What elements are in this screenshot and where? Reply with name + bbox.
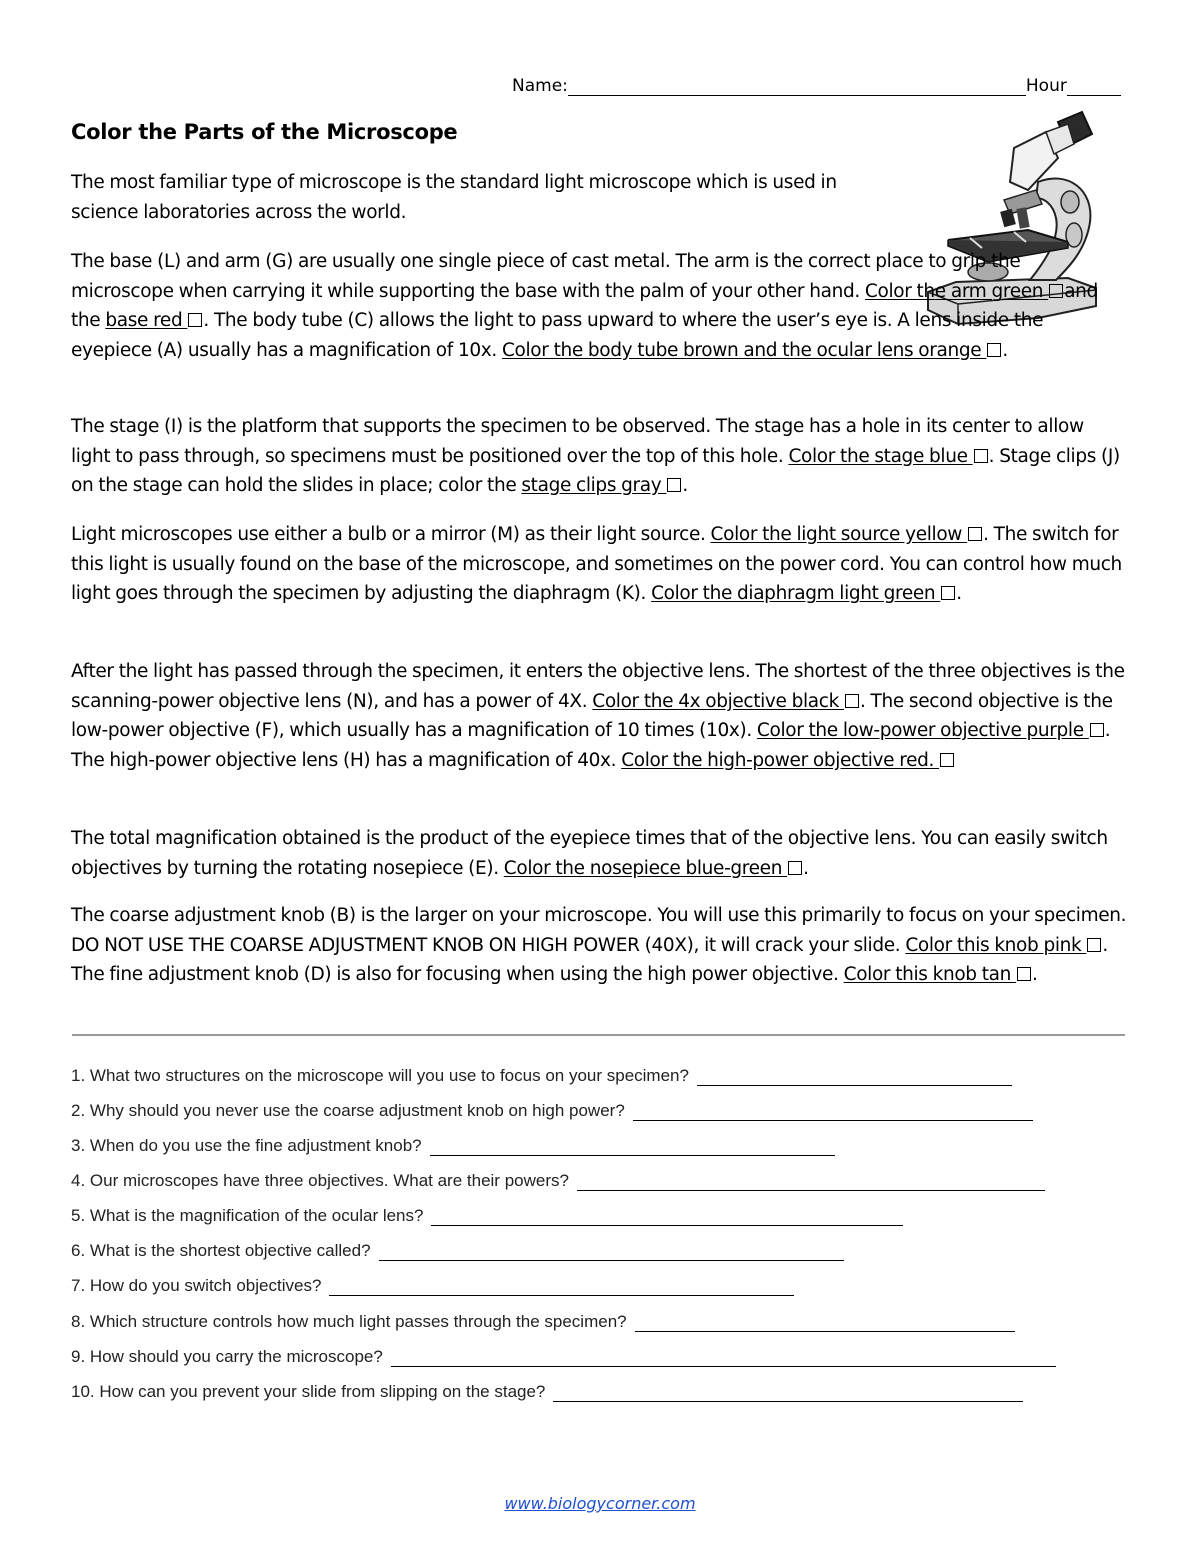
p3-text-2: . Stage clips (J) on the stage can hold the slides in place; color the [71,445,1120,496]
p3-instruction-stage: Color the stage blue [788,445,973,467]
p7-text-2: . The fine adjustment knob (D) is also for focusing when using the high power objective. [71,934,1108,985]
question-text: 9. How should you carry the microscope? [71,1347,383,1366]
question-text: 3. When do you use the fine adjustment knob? [71,1136,422,1155]
question-6 [71,1241,844,1261]
page-title: Color the Parts of the Microscope [71,120,458,144]
question-8 [71,1312,1015,1332]
answer-line[interactable] [633,1104,1033,1121]
question-3 [71,1136,835,1156]
answer-line[interactable] [431,1209,903,1226]
answer-line[interactable] [379,1244,844,1261]
question-text: 4. Our microscopes have three objectives. What are their powers? [71,1171,569,1190]
answer-line[interactable] [577,1174,1045,1191]
p2-text-4: . [1002,339,1008,361]
p2-instruction-arm: Color the arm green [864,280,1049,302]
p2-instruction-body-tube: Color the body tube brown and the ocular lens orange [501,339,987,361]
question-7 [71,1276,794,1296]
answer-line[interactable] [329,1279,794,1296]
p4-text-2: . The switch for this light is usually found on the base of the microscope, and sometimes on the power cord. You can control how much light goes through the specimen by adjusting the diaphragm (K). [71,524,1122,604]
checkbox-4x-objective[interactable] [845,694,859,708]
checkbox-arm[interactable] [1049,284,1063,298]
answer-line[interactable] [553,1385,1023,1402]
checkbox-low-power[interactable] [1090,723,1104,737]
p6-text-1: The total magnification obtained is the product of the eyepiece times that of the objective lens. You can easily switch objectives by turning the rotating nosepiece (E). [71,828,1108,879]
checkbox-stage-clips[interactable] [667,478,681,492]
hour-field[interactable] [1067,78,1121,96]
question-text: 8. Which structure controls how much light passes through the specimen? [71,1312,627,1331]
p4-text-3: . [956,583,962,604]
p2-text-2: and the [71,280,1098,331]
question-9 [71,1347,1056,1367]
p4-instruction-diaphragm: Color the diaphragm light green [651,583,941,604]
name-field[interactable] [568,78,1026,96]
section-divider [72,1034,1125,1036]
checkbox-light-source[interactable] [968,527,982,541]
p6-text-2: . [803,857,809,879]
question-2 [71,1101,1033,1121]
checkbox-body-tube[interactable] [987,343,1001,357]
name-label: Name: [512,76,568,96]
question-text: 6. What is the shortest objective called? [71,1241,371,1260]
p2-text-3: . The body tube (C) allows the light to pass upward to where the user’s eye is. A lens inside the eyepiece (A) usually has a magnification of 10x. [71,310,1044,361]
p5-text-1: After the light has passed through the specimen, it enters the objective lens. The shortest of the three objectives is the scanning-power objective lens (N), and has a power of 4X. [71,661,1125,712]
paragraph-adjustment-knobs [71,901,1136,990]
question-10 [71,1382,1023,1402]
checkbox-diaphragm[interactable] [941,586,955,600]
paragraph-base-arm [71,247,1121,365]
answer-line[interactable] [697,1069,1012,1086]
question-1 [71,1066,1012,1086]
question-text: 1. What two structures on the microscope will you use to focus on your specimen? [71,1066,689,1085]
p3-instruction-stage-clips: stage clips gray [521,475,667,496]
p4-text-1: Light microscopes use either a bulb or a mirror (M) as their light source. [71,524,711,545]
p5-instruction-high-power: Color the high-power objective red. [621,749,940,771]
p3-text-3: . [682,475,688,496]
paragraph-light-source [71,520,1131,609]
p2-text-1: The base (L) and arm (G) are usually one single piece of cast metal. The arm is the correct place to grip the microscope when carrying it while supporting the base with the palm of your other hand. [71,251,1021,302]
p7-text-1: The coarse adjustment knob (B) is the larger on your microscope. You will use this primarily to focus on your specimen. DO NOT USE THE COARSE ADJUSTMENT KNOB ON HIGH POWER (40X), it will crack your slide. [71,905,1127,956]
answer-line[interactable] [430,1139,835,1156]
paragraph-objectives [71,657,1131,775]
checkbox-fine-knob[interactable] [1017,967,1031,981]
p7-instruction-coarse-knob: Color this knob pink [905,934,1087,956]
paragraph-intro: The most familiar type of microscope is the standard light microscope which is used in science laboratories across the world. [71,172,837,223]
p5-instruction-4x: Color the 4x objective black [592,690,844,712]
checkbox-stage[interactable] [974,449,988,463]
p7-text-3: . [1032,964,1038,985]
question-text: 10. How can you prevent your slide from slipping on the stage? [71,1382,546,1401]
checkbox-high-power[interactable] [940,753,954,767]
checkbox-base[interactable] [188,313,202,327]
question-text: 5. What is the magnification of the ocular lens? [71,1206,424,1225]
p7-instruction-fine-knob: Color this knob tan [843,964,1017,985]
question-4 [71,1171,1045,1191]
p3-text-1: The stage (I) is the platform that supports the specimen to be observed. The stage has a hole in its center to allow light to pass through, so specimens must be positioned over the top of this hole. [71,416,1084,467]
name-hour-line [512,76,1121,96]
footer-link[interactable]: www.biologycorner.com [504,1494,696,1513]
answer-line[interactable] [391,1350,1056,1367]
p5-instruction-low-power: Color the low-power objective purple [756,720,1089,741]
p5-text-2: . The second objective is the low-power objective (F), which usually has a magnification of 10 times (10x). [71,690,1113,741]
p4-instruction-light-source: Color the light source yellow [710,524,968,545]
checkbox-coarse-knob[interactable] [1087,938,1101,952]
answer-line[interactable] [635,1315,1015,1332]
checkbox-nosepiece[interactable] [788,861,802,875]
paragraph-stage [71,412,1126,501]
question-5 [71,1206,903,1226]
hour-label: Hour [1025,76,1067,96]
footer [0,1494,1200,1513]
paragraph-magnification [71,824,1136,883]
p5-text-3: . The high-power objective lens (H) has a magnification of 40x. [71,720,1111,771]
question-text: 7. How do you switch objectives? [71,1276,322,1295]
p6-instruction-nosepiece: Color the nosepiece blue-green [503,857,788,879]
p2-instruction-base: base red [105,310,188,331]
question-text: 2. Why should you never use the coarse adjustment knob on high power? [71,1101,625,1120]
